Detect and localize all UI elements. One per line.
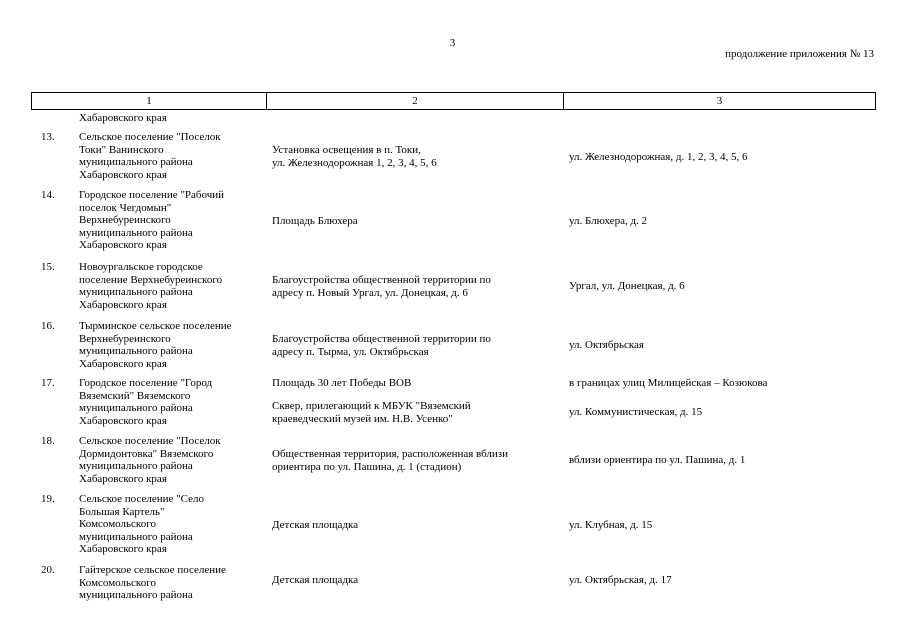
continued-text: Хабаровского края (79, 112, 167, 124)
row-number: 17. (41, 377, 55, 389)
table-row (31, 320, 876, 372)
object-name: Общественная территория, расположенная вблизи ориентира по ул. Пашина, д. 1 (стадион) (272, 448, 509, 473)
table-row (31, 435, 876, 487)
table-row (31, 493, 876, 558)
settlement-name: Городское поселение "Город Вяземский" Вяземского муниципального района Хабаровского края (79, 377, 213, 427)
settlement-name: Новоургальское городское поселение Верхнебуреинского муниципального района Хабаровского края (79, 261, 223, 311)
table-row (31, 261, 876, 313)
object-name: Площадь Блюхера (272, 215, 358, 227)
row-number: 15. (41, 261, 55, 273)
object-address: ул. Клубная, д. 15 (569, 519, 653, 531)
table-row (31, 564, 876, 604)
settlement-name: Тырминское сельское поселение Верхнебуреинского муниципального района Хабаровского края (79, 320, 232, 370)
continuation-label: продолжение приложения № 13 (725, 48, 874, 60)
object-name-secondary: Сквер, прилегающий к МБУК "Вяземский краеведческий музей им. Н.В. Усенко" (272, 400, 471, 425)
table-row (31, 377, 876, 429)
settlement-name: Городское поселение "Рабочий поселок Чегдомын" Верхнебуреинского муниципального района Хабаровского края (79, 189, 225, 251)
settlement-name: Сельское поселение "Поселок Токи" Ванинского муниципального района Хабаровского края (79, 131, 221, 181)
object-name: Детская площадка (272, 574, 359, 586)
object-address: вблизи ориентира по ул. Пашина, д. 1 (569, 454, 746, 466)
object-name: Благоустройства общественной территории по адресу п. Новый Ургал, ул. Донецкая, д. 6 (272, 274, 491, 299)
table-row (31, 131, 876, 183)
row-number: 19. (41, 493, 55, 505)
settlement-name: Сельское поселение "Поселок Дормидонтовка" Вяземского муниципального района Хабаровского края (79, 435, 221, 485)
table-header-row (31, 92, 876, 110)
object-address: ул. Октябрьская, д. 17 (569, 574, 672, 586)
row-number: 18. (41, 435, 55, 447)
row-number: 16. (41, 320, 55, 332)
object-address: в границах улиц Милицейская – Козюкова (569, 377, 768, 389)
object-name: Благоустройства общественной территории по адресу п. Тырма, ул. Октябрьская (272, 333, 491, 358)
row-number: 20. (41, 564, 55, 576)
object-address: ул. Блюхера, д. 2 (569, 215, 648, 227)
settlement-name: Сельское поселение "Село Большая Картель" Комсомольского муниципального района Хабаровского края (79, 493, 204, 555)
object-address: ул. Железнодорожная, д. 1, 2, 3, 4, 5, 6 (569, 151, 748, 163)
object-address: ул. Октябрьская (569, 339, 644, 351)
object-address: Ургал, ул. Донецкая, д. 6 (569, 280, 685, 292)
page-number: 3 (449, 37, 456, 49)
column-header-1: 1 (32, 93, 267, 109)
object-name: Площадь 30 лет Победы ВОВ (272, 377, 412, 389)
object-address-secondary: ул. Коммунистическая, д. 15 (569, 406, 703, 418)
row-number: 14. (41, 189, 55, 201)
object-name: Установка освещения в п. Токи, ул. Железнодорожная 1, 2, 3, 4, 5, 6 (272, 144, 437, 169)
column-header-3: 3 (716, 95, 723, 107)
object-name: Детская площадка (272, 519, 359, 531)
settlement-name: Гайтерское сельское поселение Комсомольского муниципального района (79, 564, 226, 601)
column-header-2: 2 (267, 93, 564, 109)
table-row (31, 189, 876, 254)
row-number: 13. (41, 131, 55, 143)
